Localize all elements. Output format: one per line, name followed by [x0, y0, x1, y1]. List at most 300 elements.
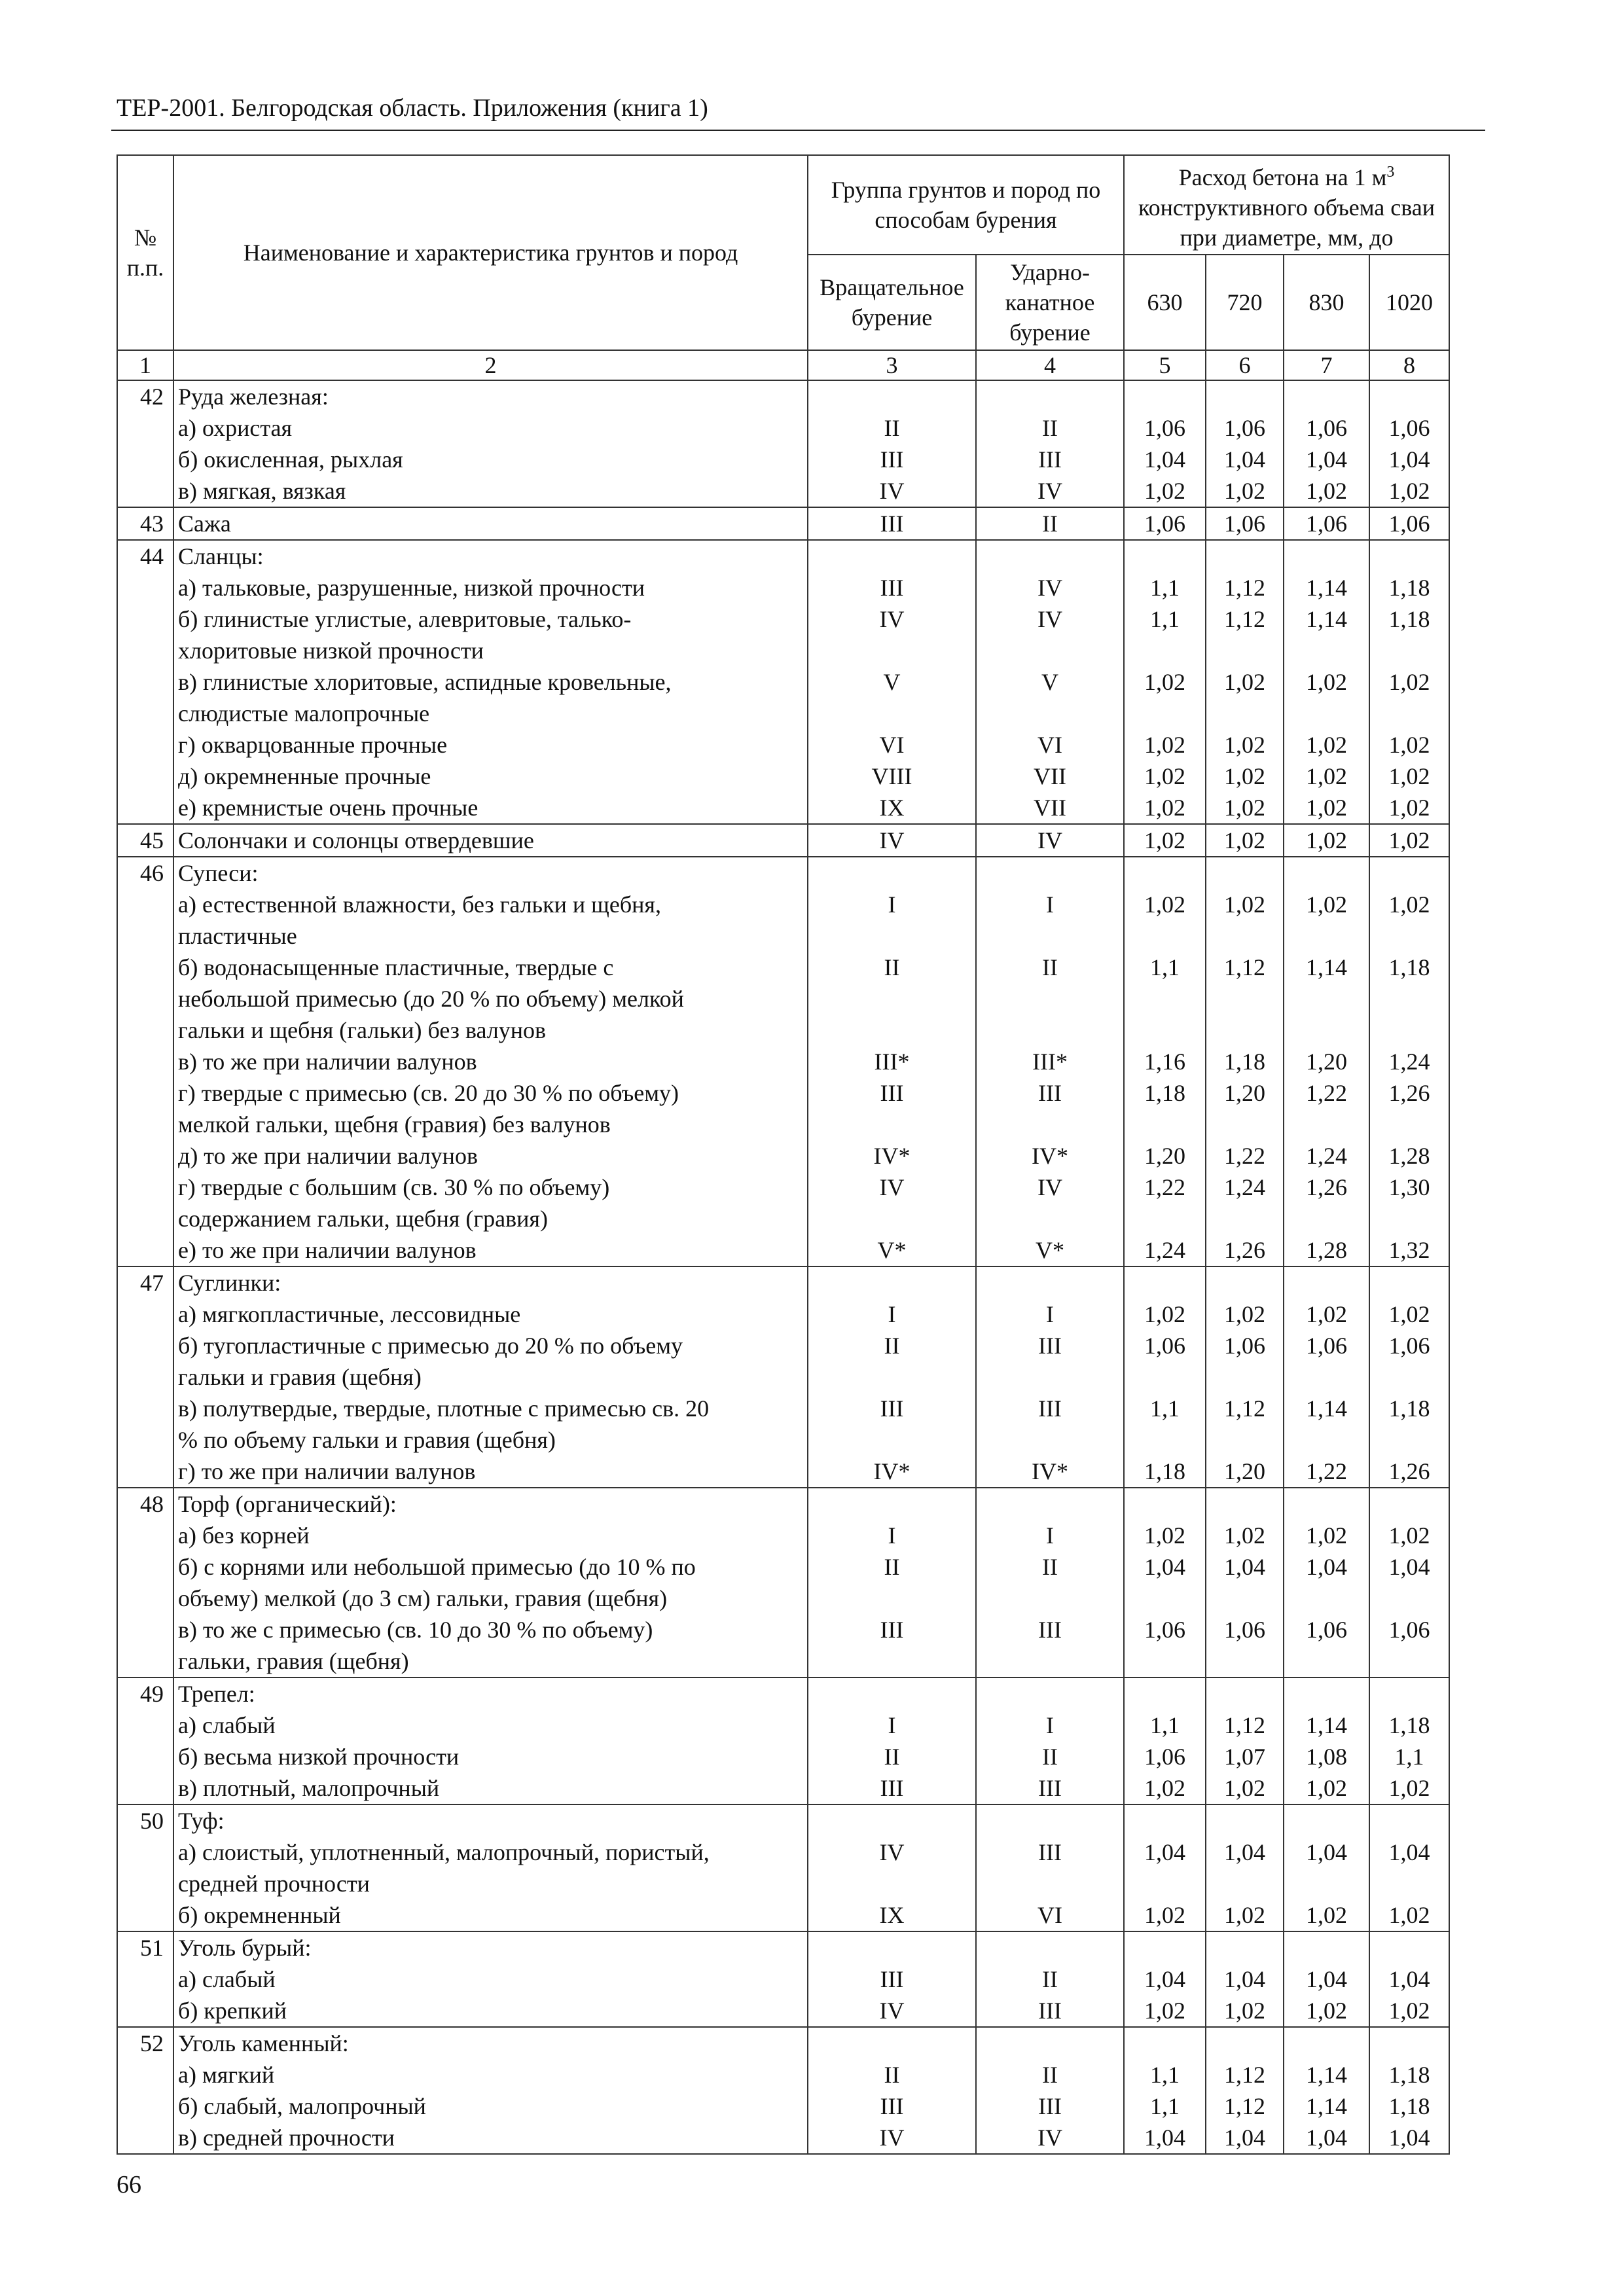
item-text: в) то же при наличии валунов: [178, 1049, 477, 1075]
row-number: [117, 1266, 173, 1488]
col-index: 5: [1124, 350, 1206, 380]
value-cell: 1,06: [1388, 1333, 1430, 1359]
spacer: [1128, 541, 1201, 572]
value-cell: 1,24: [1388, 1049, 1430, 1075]
percussion-value: III: [1038, 2093, 1062, 2119]
spacer: [812, 635, 971, 666]
row-number-text: 43: [140, 511, 164, 537]
percussion-value: IV: [1038, 1174, 1062, 1200]
value-cell: 1,22: [1306, 1458, 1347, 1484]
value-cell: 1,26: [1388, 1080, 1430, 1106]
percussion-value: IV*: [1032, 1458, 1068, 1484]
row-name: [173, 1677, 808, 1804]
value-cell: 1,18: [1224, 1049, 1265, 1075]
row-number: [117, 857, 173, 1266]
value-cell: 1,06: [1388, 415, 1430, 441]
value-cell: 1,04: [1388, 1839, 1430, 1865]
consumption-value: [1206, 2027, 1284, 2154]
value-cell: 1,14: [1306, 1395, 1347, 1422]
value-cell: 1,18: [1144, 1080, 1185, 1106]
percussion-group: [976, 380, 1124, 507]
percussion-value: VI: [1038, 732, 1062, 758]
col-d720-header: 720: [1206, 255, 1284, 350]
spacer: [1374, 381, 1445, 412]
value-cell: 1,02: [1388, 1522, 1430, 1549]
table-row: [117, 1488, 1449, 1677]
col-name-header: Наименование и характеристика грунтов и пород: [173, 155, 808, 350]
value-cell: 1,04: [1306, 1839, 1347, 1865]
value-cell: 1,1: [1150, 575, 1180, 601]
value-cell: 1,04: [1224, 2125, 1265, 2151]
rotary-value: III: [880, 446, 904, 473]
value-cell: 1,02: [1224, 669, 1265, 695]
spacer: [1374, 1678, 1445, 1710]
group-title: Уголь бурый:: [178, 1935, 312, 1961]
page-number: 66: [117, 2171, 141, 2198]
group-title: Сланцы:: [178, 543, 264, 569]
consumption-value: [1369, 1804, 1449, 1931]
consumption-value: [1124, 1931, 1206, 2027]
item-text: б) тугопластичные с примесью до 20 % по объему: [178, 1333, 683, 1359]
col-index: 8: [1369, 350, 1449, 380]
spacer: [812, 1267, 971, 1299]
percussion-value: II: [1042, 954, 1058, 980]
spacer: [981, 1361, 1119, 1393]
spacer: [1288, 1805, 1365, 1837]
value-cell: 1,26: [1306, 1174, 1347, 1200]
spacer: [1374, 1424, 1445, 1456]
rotary-value: IX: [879, 1902, 905, 1928]
value-cell: 1,06: [1224, 1617, 1265, 1643]
spacer: [1374, 1203, 1445, 1234]
col-d830-header: 830: [1284, 255, 1369, 350]
value-cell: 1,04: [1224, 1554, 1265, 1580]
consumption-value: [1369, 1488, 1449, 1677]
col-percussion-header: Ударно-канатное бурение: [976, 255, 1124, 350]
consumption-value: [1369, 540, 1449, 824]
spacer: [1128, 635, 1201, 666]
value-cell: 1,02: [1144, 1775, 1185, 1801]
spacer: [1288, 857, 1365, 889]
item-text: д) окремненные прочные: [178, 763, 431, 789]
spacer: [1128, 1203, 1201, 1234]
row-number-text: 42: [140, 384, 164, 410]
spacer: [812, 1583, 971, 1614]
spacer: [1374, 635, 1445, 666]
consumption-value: [1206, 1677, 1284, 1804]
value-cell: 1,04: [1144, 1839, 1185, 1865]
group-title: Туф:: [178, 1808, 225, 1834]
value-cell: 1,02: [1144, 891, 1185, 918]
spacer: [981, 698, 1119, 729]
row-name: [173, 2027, 808, 2154]
consumption-value: [1284, 857, 1369, 1266]
percussion-value: IV: [1038, 827, 1062, 853]
spacer: [1210, 983, 1279, 1014]
spacer: [981, 1645, 1119, 1677]
row-number: [117, 1677, 173, 1804]
value-cell: 1,14: [1306, 1712, 1347, 1738]
soil-table: [117, 154, 1450, 2155]
item-text: а) слабый: [178, 1966, 276, 1992]
spacer: [1288, 2028, 1365, 2059]
item-text: Сажа: [178, 511, 231, 537]
value-cell: 1,18: [1144, 1458, 1185, 1484]
item-text: г) то же при наличии валунов: [178, 1458, 476, 1484]
item-text: а) мягкопластичные, лессовидные: [178, 1301, 521, 1327]
consumption-value: [1206, 1488, 1284, 1677]
value-cell: 1,24: [1144, 1237, 1185, 1263]
spacer: [1374, 1267, 1445, 1299]
consumption-value: [1124, 2027, 1206, 2154]
spacer: [1288, 1583, 1365, 1614]
consumption-title: Расход бетона на 1 м: [1178, 164, 1387, 190]
spacer: [1374, 920, 1445, 952]
value-cell: 1,02: [1306, 478, 1347, 504]
rotary-group: [808, 380, 976, 507]
spacer: [1288, 1678, 1365, 1710]
spacer: [981, 1109, 1119, 1140]
percussion-value: II: [1042, 1966, 1058, 1992]
percussion-value: II: [1042, 511, 1058, 537]
spacer: [1210, 1805, 1279, 1837]
header-row-1: [117, 155, 1449, 255]
spacer: [981, 1267, 1119, 1299]
value-cell: 1,12: [1224, 1712, 1265, 1738]
rotary-value: I: [888, 1522, 896, 1549]
spacer: [1374, 1645, 1445, 1677]
spacer: [981, 1014, 1119, 1046]
spacer: [1374, 983, 1445, 1014]
value-cell: 1,02: [1306, 1301, 1347, 1327]
spacer: [812, 1424, 971, 1456]
item-text: б) крепкий: [178, 1998, 287, 2024]
item-text: б) слабый, малопрочный: [178, 2093, 426, 2119]
spacer: [812, 1014, 971, 1046]
value-cell: 1,02: [1144, 795, 1185, 821]
item-text: б) окремненный: [178, 1902, 341, 1928]
spacer: [1128, 1109, 1201, 1140]
percussion-value: III: [1038, 1395, 1062, 1422]
spacer: [981, 1932, 1119, 1964]
value-cell: 1,20: [1144, 1143, 1185, 1169]
item-text: в) то же с примесью (св. 10 до 30 % по объему): [178, 1617, 653, 1643]
consumption-value: [1284, 1266, 1369, 1488]
table-row: [117, 507, 1449, 540]
row-name: [173, 380, 808, 507]
value-cell: 1,12: [1224, 575, 1265, 601]
item-text: гальки, гравия (щебня): [178, 1648, 409, 1674]
consumption-value: [1284, 540, 1369, 824]
spacer: [1128, 1488, 1201, 1520]
spacer: [812, 1645, 971, 1677]
rotary-value: VI: [879, 732, 905, 758]
rotary-value: IV: [879, 1998, 905, 2024]
item-text: б) окисленная, рыхлая: [178, 446, 403, 473]
value-cell: 1,06: [1144, 511, 1185, 537]
consumption-value: [1284, 380, 1369, 507]
spacer: [1128, 698, 1201, 729]
value-cell: 1,20: [1224, 1458, 1265, 1484]
value-cell: 1,14: [1306, 2062, 1347, 2088]
item-text: а) без корней: [178, 1522, 310, 1549]
spacer: [812, 1868, 971, 1899]
value-cell: 1,22: [1224, 1143, 1265, 1169]
consumption-value: [1284, 824, 1369, 857]
value-cell: 1,18: [1388, 1395, 1430, 1422]
value-cell: 1,02: [1224, 795, 1265, 821]
spacer: [981, 1203, 1119, 1234]
value-cell: 1,24: [1306, 1143, 1347, 1169]
item-text: г) твердые с примесью (св. 20 до 30 % по объему): [178, 1080, 679, 1106]
percussion-value: IV: [1038, 2125, 1062, 2151]
value-cell: 1,1: [1150, 606, 1180, 632]
spacer: [812, 1678, 971, 1710]
rotary-group: [808, 507, 976, 540]
item-text: в) полутвердые, твердые, плотные с примесью св. 20: [178, 1395, 710, 1422]
spacer: [1210, 541, 1279, 572]
spacer: [1288, 1868, 1365, 1899]
spacer: [1128, 1645, 1201, 1677]
spacer: [812, 920, 971, 952]
spacer: [1210, 1488, 1279, 1520]
value-cell: 1,02: [1388, 891, 1430, 918]
consumption-value: [1124, 540, 1206, 824]
spacer: [812, 1203, 971, 1234]
value-cell: 1,14: [1306, 606, 1347, 632]
value-cell: 1,06: [1388, 511, 1430, 537]
consumption-value: [1206, 1804, 1284, 1931]
rotary-value: II: [884, 415, 900, 441]
value-cell: 1,14: [1306, 954, 1347, 980]
value-cell: 1,12: [1224, 606, 1265, 632]
value-cell: 1,30: [1388, 1174, 1430, 1200]
item-text: б) весьма низкой прочности: [178, 1744, 460, 1770]
rotary-value: III: [880, 2093, 904, 2119]
spacer: [1210, 1583, 1279, 1614]
percussion-group: [976, 540, 1124, 824]
spacer: [1374, 857, 1445, 889]
consumption-value: [1369, 2027, 1449, 2154]
consumption-value: [1124, 824, 1206, 857]
consumption-value: [1284, 1677, 1369, 1804]
consumption-value: [1206, 857, 1284, 1266]
value-cell: 1,02: [1306, 795, 1347, 821]
value-cell: 1,02: [1306, 1522, 1347, 1549]
spacer: [1374, 1805, 1445, 1837]
consumption-value: [1206, 540, 1284, 824]
table-row: [117, 1266, 1449, 1488]
rotary-value: III: [880, 1775, 904, 1801]
spacer: [1374, 1014, 1445, 1046]
value-cell: 1,02: [1224, 1775, 1265, 1801]
value-cell: 1,12: [1224, 2062, 1265, 2088]
table-body: [117, 380, 1449, 2154]
spacer: [1288, 1109, 1365, 1140]
spacer: [812, 2028, 971, 2059]
rotary-value: II: [884, 2062, 900, 2088]
value-cell: 1,1: [1394, 1744, 1424, 1770]
spacer: [1374, 1109, 1445, 1140]
value-cell: 1,02: [1144, 1902, 1185, 1928]
consumption-value: [1284, 1488, 1369, 1677]
spacer: [1210, 1203, 1279, 1234]
rotary-value: IX: [879, 795, 905, 821]
consumption-subtitle: конструктивного объема сваи при диаметре, мм, до: [1138, 194, 1435, 251]
value-cell: 1,02: [1388, 1902, 1430, 1928]
consumption-value: [1206, 1266, 1284, 1488]
table-row: [117, 857, 1449, 1266]
item-text: а) мягкий: [178, 2062, 275, 2088]
row-number: [117, 1931, 173, 2027]
percussion-value: II: [1042, 415, 1058, 441]
spacer: [1288, 541, 1365, 572]
spacer: [1210, 1014, 1279, 1046]
spacer: [981, 1488, 1119, 1520]
spacer: [1374, 1361, 1445, 1393]
group-title: Супеси:: [178, 860, 259, 886]
spacer: [1210, 1109, 1279, 1140]
rotary-value: III: [880, 575, 904, 601]
spacer: [981, 541, 1119, 572]
value-cell: 1,02: [1144, 669, 1185, 695]
value-cell: 1,08: [1306, 1744, 1347, 1770]
group-title: Руда железная:: [178, 384, 329, 410]
value-cell: 1,18: [1388, 2093, 1430, 2119]
spacer: [1374, 2028, 1445, 2059]
row-name: [173, 1488, 808, 1677]
value-cell: 1,02: [1144, 478, 1185, 504]
spacer: [981, 920, 1119, 952]
value-cell: 1,02: [1388, 478, 1430, 504]
value-cell: 1,06: [1224, 1333, 1265, 1359]
value-cell: 1,06: [1306, 511, 1347, 537]
percussion-value: I: [1046, 1522, 1054, 1549]
row-number: [117, 380, 173, 507]
spacer: [1288, 1932, 1365, 1964]
percussion-value: I: [1046, 1712, 1054, 1738]
row-number-text: 52: [140, 2030, 164, 2056]
value-cell: 1,28: [1388, 1143, 1430, 1169]
value-cell: 1,06: [1306, 1333, 1347, 1359]
rotary-value: IV: [879, 827, 905, 853]
value-cell: 1,06: [1144, 1617, 1185, 1643]
spacer: [1210, 857, 1279, 889]
spacer: [1128, 983, 1201, 1014]
spacer: [981, 2028, 1119, 2059]
value-cell: 1,02: [1144, 1301, 1185, 1327]
table-row: [117, 1931, 1449, 2027]
item-text: в) глинистые хлоритовые, аспидные кровельные,: [178, 669, 672, 695]
percussion-value: III: [1038, 1617, 1062, 1643]
consumption-value: [1206, 507, 1284, 540]
percussion-group: [976, 2027, 1124, 2154]
percussion-group: [976, 507, 1124, 540]
item-text: б) с корнями или небольшой примесью (до 10 % по: [178, 1554, 696, 1580]
row-name: [173, 1931, 808, 2027]
percussion-value: III: [1038, 446, 1062, 473]
spacer: [1374, 698, 1445, 729]
value-cell: 1,02: [1388, 1775, 1430, 1801]
value-cell: 1,02: [1224, 478, 1265, 504]
spacer: [1210, 381, 1279, 412]
value-cell: 1,26: [1388, 1458, 1430, 1484]
spacer: [812, 381, 971, 412]
value-cell: 1,02: [1224, 1522, 1265, 1549]
value-cell: 1,02: [1306, 827, 1347, 853]
value-cell: 1,22: [1144, 1174, 1185, 1200]
item-text: % по объему гальки и гравия (щебня): [178, 1427, 556, 1453]
spacer: [1128, 857, 1201, 889]
spacer: [1210, 1932, 1279, 1964]
rotary-value: IV*: [873, 1458, 911, 1484]
percussion-group: [976, 1931, 1124, 2027]
spacer: [1210, 1645, 1279, 1677]
col-index: 4: [976, 350, 1124, 380]
value-cell: 1,02: [1388, 827, 1430, 853]
percussion-value: VI: [1038, 1902, 1062, 1928]
value-cell: 1,06: [1224, 415, 1265, 441]
percussion-group: [976, 1677, 1124, 1804]
spacer: [812, 1361, 971, 1393]
item-text: а) слоистый, уплотненный, малопрочный, пористый,: [178, 1839, 710, 1865]
table-row: [117, 1677, 1449, 1804]
row-number-text: 47: [140, 1270, 164, 1296]
rotary-value: IV: [879, 2125, 905, 2151]
spacer: [1128, 381, 1201, 412]
col-d1020-header: 1020: [1369, 255, 1449, 350]
spacer: [812, 1932, 971, 1964]
consumption-value: [1369, 1931, 1449, 2027]
item-text: содержанием гальки, щебня (гравия): [178, 1206, 548, 1232]
spacer: [981, 381, 1119, 412]
rotary-value: I: [888, 891, 896, 918]
spacer: [1374, 1868, 1445, 1899]
item-text: слюдистые малопрочные: [178, 700, 430, 726]
value-cell: 1,02: [1388, 669, 1430, 695]
percussion-value: VII: [1034, 795, 1066, 821]
spacer: [1128, 1424, 1201, 1456]
rotary-value: II: [884, 1744, 900, 1770]
percussion-value: I: [1046, 891, 1054, 918]
value-cell: 1,02: [1306, 1902, 1347, 1928]
spacer: [1128, 1805, 1201, 1837]
row-number-text: 46: [140, 860, 164, 886]
consumption-value: [1206, 824, 1284, 857]
spacer: [1288, 1014, 1365, 1046]
spacer: [1210, 1267, 1279, 1299]
row-number: [117, 507, 173, 540]
spacer: [1128, 2028, 1201, 2059]
item-text: д) то же при наличии валунов: [178, 1143, 478, 1169]
consumption-sup: 3: [1386, 164, 1395, 181]
value-cell: 1,02: [1306, 732, 1347, 758]
row-number-text: 50: [140, 1808, 164, 1834]
spacer: [981, 1424, 1119, 1456]
value-cell: 1,1: [1150, 954, 1180, 980]
row-number-text: 45: [140, 827, 164, 853]
value-cell: 1,22: [1306, 1080, 1347, 1106]
value-cell: 1,06: [1144, 1333, 1185, 1359]
rotary-value: IV: [879, 478, 905, 504]
col-index: 1: [117, 350, 173, 380]
spacer: [812, 857, 971, 889]
spacer: [1210, 1678, 1279, 1710]
spacer: [1374, 1932, 1445, 1964]
row-number: [117, 540, 173, 824]
rotary-group: [808, 857, 976, 1266]
row-number: [117, 824, 173, 857]
